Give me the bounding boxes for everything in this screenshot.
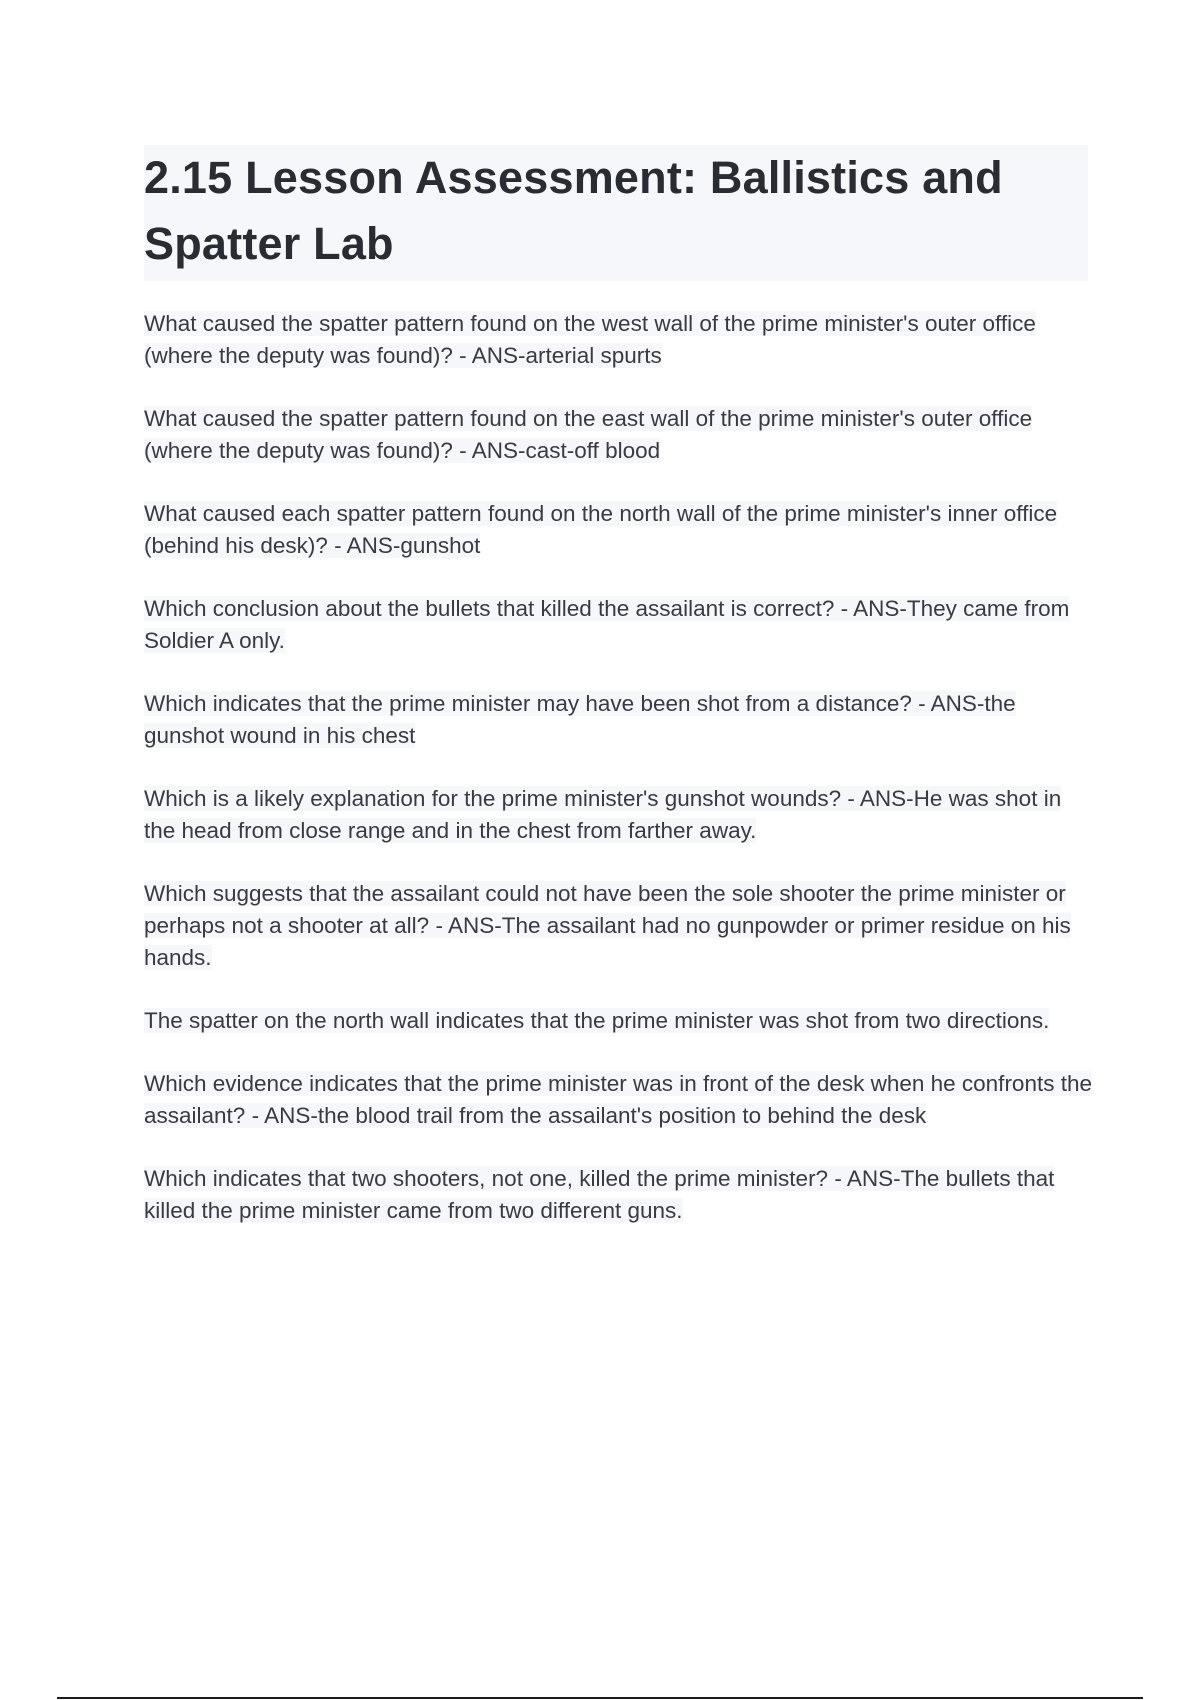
qa-item [144, 308, 1094, 372]
qa-text: Which suggests that the assailant could not have been the sole shooter the prime minister or perhaps not a shooter at all? - ANS-The assailant had no gunpowder or primer residue on his hands. [144, 881, 1071, 970]
qa-text: Which evidence indicates that the prime minister was in front of the desk when he confronts the assailant? - ANS-the blood trail from the assailant's position to behind the desk [144, 1071, 1092, 1128]
qa-text: What caused the spatter pattern found on the west wall of the prime minister's outer office (where the deputy was found)? - ANS-arterial spurts [144, 311, 1036, 368]
title-block [144, 145, 1088, 281]
qa-item [144, 688, 1094, 752]
qa-item [144, 1005, 1094, 1037]
qa-text: Which indicates that two shooters, not one, killed the prime minister? - ANS-The bullets that killed the prime minister came from two different guns. [144, 1166, 1055, 1223]
qa-text: Which indicates that the prime minister may have been shot from a distance? - ANS-the gunshot wound in his chest [144, 691, 1016, 748]
qa-item [144, 403, 1094, 467]
qa-text: What caused the spatter pattern found on the east wall of the prime minister's outer office (where the deputy was found)? - ANS-cast-off blood [144, 406, 1033, 463]
title-line-1: 2.15 Lesson Assessment: Ballistics and [144, 152, 1003, 203]
qa-item [144, 498, 1094, 562]
qa-text: The spatter on the north wall indicates that the prime minister was shot from two directions. [144, 1008, 1050, 1033]
qa-text: Which is a likely explanation for the prime minister's gunshot wounds? - ANS-He was shot in the head from close range and in the chest from farther away. [144, 786, 1062, 843]
page-title [144, 145, 1088, 277]
qa-text: Which conclusion about the bullets that killed the assailant is correct? - ANS-They came from Soldier A only. [144, 596, 1070, 653]
qa-item [144, 783, 1094, 847]
title-line-2: Spatter Lab [144, 218, 394, 269]
qa-item [144, 1068, 1094, 1132]
qa-item [144, 593, 1094, 657]
qa-text: What caused each spatter pattern found on the north wall of the prime minister's inner office (behind his desk)? - ANS-gunshot [144, 501, 1058, 558]
qa-item [144, 878, 1094, 974]
qa-item [144, 1163, 1094, 1227]
qa-list [144, 308, 1094, 1258]
footer-divider [57, 1697, 1143, 1699]
